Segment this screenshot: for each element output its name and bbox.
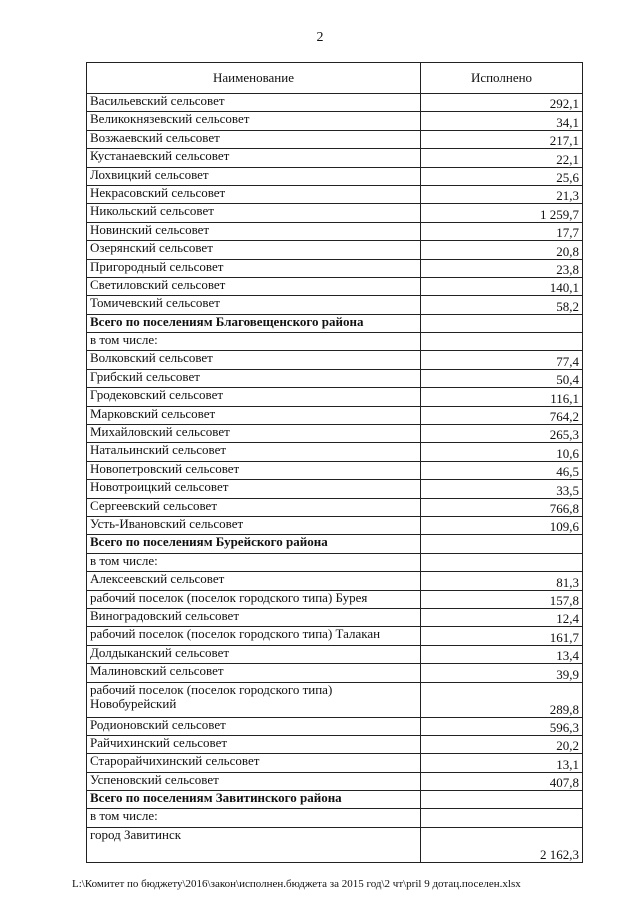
table-row [87,112,583,130]
row-name-cell: Лохвицкий сельсовет [87,167,421,185]
table-row [87,461,583,479]
table-row [87,645,583,663]
row-name-cell: Всего по поселениям Завитинского района [87,791,421,809]
table-row [87,94,583,112]
table-row [87,296,583,314]
table-row [87,259,583,277]
table-row [87,369,583,387]
row-value-cell: 109,6 [421,516,583,534]
table-row [87,480,583,498]
row-name-cell: рабочий поселок (поселок городского типа) Талакан [87,627,421,645]
row-name-cell: Томичевский сельсовет [87,296,421,314]
row-value-cell: 39,9 [421,664,583,682]
row-value-cell: 1 259,7 [421,204,583,222]
row-name-cell: Михайловский сельсовет [87,425,421,443]
row-value-cell: 265,3 [421,425,583,443]
table-row [87,516,583,534]
page-number: 2 [316,30,324,45]
row-name-cell: Грибский сельсовет [87,369,421,387]
table-row [87,553,583,571]
row-name-cell: Всего по поселениям Благовещенского района [87,314,421,332]
row-value-cell: 77,4 [421,351,583,369]
row-value-cell: 13,1 [421,754,583,772]
row-name-cell: Усть-Ивановский сельсовет [87,516,421,534]
table-row [87,241,583,259]
row-value-cell: 33,5 [421,480,583,498]
table-row [87,791,583,809]
row-value-cell: 766,8 [421,498,583,516]
table-row [87,572,583,590]
row-value-cell: 22,1 [421,149,583,167]
row-name-cell: Всего по поселениям Бурейского района [87,535,421,553]
row-name-cell: рабочий поселок (поселок городского типа) Новобурейский [87,682,421,717]
row-value-cell [421,333,583,351]
row-value-cell: 217,1 [421,130,583,148]
table-row [87,754,583,772]
row-name-cell: рабочий поселок (поселок городского типа) Бурея [87,590,421,608]
row-name-cell: Пригородный сельсовет [87,259,421,277]
row-name-cell: Новопетровский сельсовет [87,461,421,479]
table-row [87,608,583,626]
row-name-cell: Сергеевский сельсовет [87,498,421,516]
row-value-cell: 116,1 [421,388,583,406]
row-name-cell: Родионовский сельсовет [87,717,421,735]
table-row [87,443,583,461]
row-value-cell [421,314,583,332]
table-row [87,333,583,351]
row-value-cell: 13,4 [421,645,583,663]
row-name-cell: Виноградовский сельсовет [87,608,421,626]
table-row [87,535,583,553]
row-value-cell: 20,2 [421,735,583,753]
table-header-row [87,63,583,94]
row-name-cell: Гродековский сельсовет [87,388,421,406]
table-row [87,717,583,735]
row-value-cell: 289,8 [421,682,583,717]
table-row [87,167,583,185]
row-value-cell [421,535,583,553]
table-row [87,204,583,222]
row-value-cell: 764,2 [421,406,583,424]
table-row [87,388,583,406]
table-row [87,277,583,295]
row-value-cell: 10,6 [421,443,583,461]
row-name-cell: город Завитинск [87,827,421,862]
table-row [87,130,583,148]
row-value-cell: 596,3 [421,717,583,735]
row-name-cell: Васильевский сельсовет [87,94,421,112]
row-value-cell [421,809,583,827]
column-header-value: Исполнено [421,63,583,94]
table-row [87,664,583,682]
row-name-cell: Новинский сельсовет [87,222,421,240]
table-row [87,590,583,608]
row-value-cell: 25,6 [421,167,583,185]
row-name-cell: Светиловский сельсовет [87,277,421,295]
row-value-cell [421,791,583,809]
row-value-cell: 407,8 [421,772,583,790]
row-name-cell: Некрасовский сельсовет [87,185,421,203]
table-row [87,627,583,645]
row-name-cell: Алексеевский сельсовет [87,572,421,590]
row-value-cell: 12,4 [421,608,583,626]
row-value-cell: 50,4 [421,369,583,387]
table-row [87,498,583,516]
table-row [87,772,583,790]
table-row [87,682,583,717]
table-row [87,222,583,240]
row-name-cell: Старорайчихинский сельсовет [87,754,421,772]
row-value-cell: 81,3 [421,572,583,590]
table-row [87,185,583,203]
row-name-cell: Никольский сельсовет [87,204,421,222]
table-row [87,314,583,332]
row-value-cell: 161,7 [421,627,583,645]
table-row [87,351,583,369]
row-name-cell: в том числе: [87,809,421,827]
budget-table [86,62,583,863]
row-value-cell: 292,1 [421,94,583,112]
row-value-cell [421,553,583,571]
row-name-cell: Озерянский сельсовет [87,241,421,259]
row-name-cell: в том числе: [87,333,421,351]
table-body [87,94,583,863]
row-value-cell: 140,1 [421,277,583,295]
row-value-cell: 21,3 [421,185,583,203]
file-path-footer: L:\Комитет по бюджету\2016\закон\исполнен.бюджета за 2015 год\2 чт\pril 9 дотац.поселен.xlsx [72,878,521,890]
row-value-cell: 20,8 [421,241,583,259]
row-value-cell: 23,8 [421,259,583,277]
row-value-cell: 46,5 [421,461,583,479]
row-name-cell: Малиновский сельсовет [87,664,421,682]
row-name-cell: Успеновский сельсовет [87,772,421,790]
row-name-cell: Райчихинский сельсовет [87,735,421,753]
table-row [87,149,583,167]
row-name-cell: Кустанаевский сельсовет [87,149,421,167]
table-row [87,809,583,827]
table-row [87,827,583,862]
row-name-cell: Волковский сельсовет [87,351,421,369]
row-name-cell: Марковский сельсовет [87,406,421,424]
row-name-cell: Новотроицкий сельсовет [87,480,421,498]
table-row [87,406,583,424]
table-row [87,735,583,753]
row-value-cell: 17,7 [421,222,583,240]
row-name-cell: Великокнязевский сельсовет [87,112,421,130]
row-name-cell: Возжаевский сельсовет [87,130,421,148]
row-value-cell: 2 162,3 [421,827,583,862]
table-row [87,425,583,443]
row-value-cell: 58,2 [421,296,583,314]
row-name-cell: Натальинский сельсовет [87,443,421,461]
row-name-cell: в том числе: [87,553,421,571]
column-header-name: Наименование [87,63,421,94]
row-name-cell: Долдыканский сельсовет [87,645,421,663]
row-value-cell: 34,1 [421,112,583,130]
row-value-cell: 157,8 [421,590,583,608]
